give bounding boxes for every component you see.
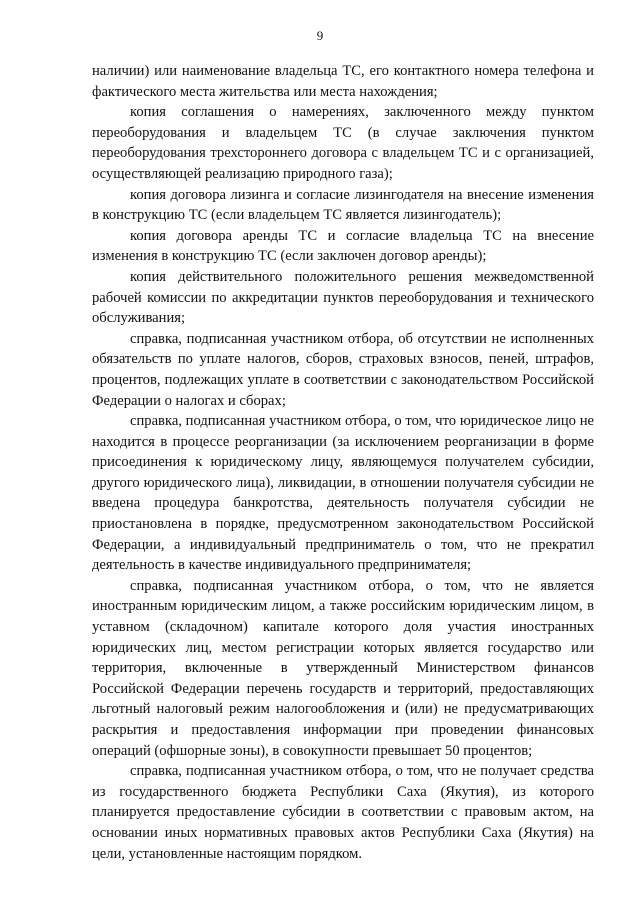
document-body <box>92 61 594 864</box>
paragraph-reorganization-certificate: справка, подписанная участником отбора, о том, что юридическое лицо не находится в процессе реорганизации (за исключением реорганизации в форме присоединения к юридическому лицу, являющемуся получателем субсидии, другого юридического лица), ликвидации, в отношении получателя субсидии не введена процедура банкротства, деятельность получателя субсидии не приостановлена в порядке, предусмотренном законодательством Российской Федерации, а индивидуальный предприниматель о том, что не прекратил деятельность в качестве индивидуального предпринимателя; <box>92 413 594 574</box>
paragraph-foreign-entity-certificate: справка, подписанная участником отбора, о том, что не является иностранным юридическим лицом, а также российским юридическим лицом, в уставном (складочном) капитале которого доля участия иностранных юридических лиц, местом регистрации которых является государство или территория, включенные в утвержденный Министерством финансов Российской Федерации перечень государств и территорий, предоставляющих льготный налоговый режим налогообложения и (или) не предусматривающих раскрытия и предоставления информации при проведении финансовых операций (офшорные зоны), в совокупности превышает 50 процентов; <box>92 577 594 759</box>
paragraph-tax-certificate: справка, подписанная участником отбора, об отсутствии не исполненных обязательств по уплате налогов, сборов, страховых взносов, пеней, штрафов, процентов, подлежащих уплате в соответствии с законодательством Российской Федерации о налогах и сборах; <box>92 330 594 409</box>
paragraph-rental-contract: копия договора аренды ТС и согласие владельца ТС на внесение изменения в конструкцию ТС (если заключен договор аренды); <box>92 227 594 265</box>
paragraph-intent-agreement: копия соглашения о намерениях, заключенного между пунктом переоборудования и владельцем ТС (в случае заключения пунктом переоборудования трехстороннего договора с владельцем ТС и с организацией, осуществляющей реализацию природного газа); <box>92 104 594 182</box>
paragraph-owner-contacts: наличии) или наименование владельца ТС, его контактного номера телефона и фактического места жительства или места нахождения; <box>92 63 594 100</box>
paragraph-leasing-contract: копия договора лизинга и согласие лизингодателя на внесение изменения в конструкцию ТС (если владельцем ТС является лизингодатель); <box>92 186 594 224</box>
paragraph-budget-funds-certificate: справка, подписанная участником отбора, о том, что не получает средства из государственного бюджета Республики Саха (Якутия), из которого планируется предоставление субсидии в соответствии с правовым актом, на основании иных нормативных правовых актов Республики Саха (Якутия) на цели, установленные настоящим порядком. <box>92 763 594 862</box>
paragraph-commission-decision: копия действительного положительного решения межведомственной рабочей комиссии по аккредитации пунктов переоборудования и технического обслуживания; <box>92 268 594 327</box>
page-number: 9 <box>316 28 324 43</box>
